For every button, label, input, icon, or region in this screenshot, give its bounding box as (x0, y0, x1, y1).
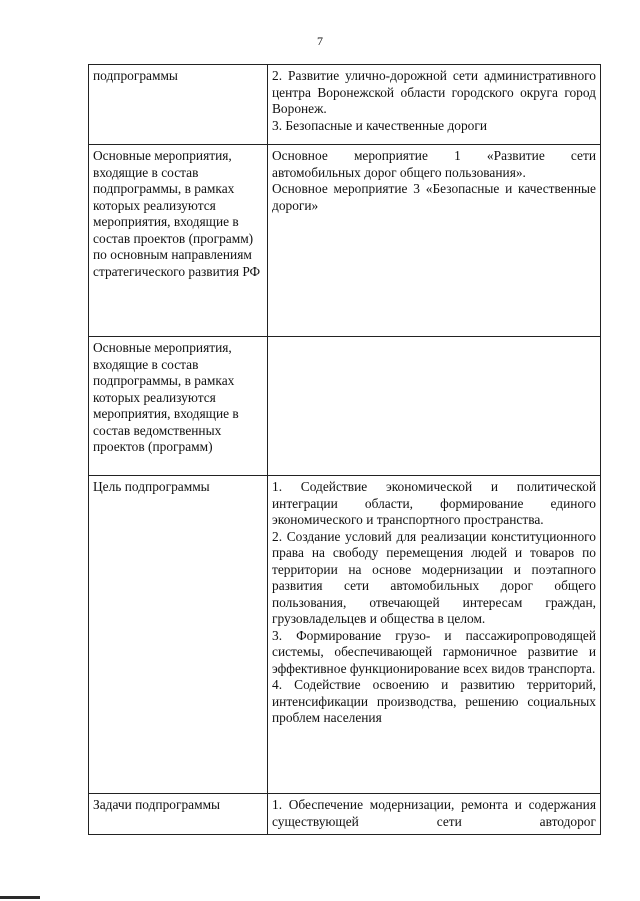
row-content-empty (268, 337, 601, 476)
content-paragraph: 1. Содействие экономической и политической интеграции области, формирование единого экономического и транспортного пространства. (272, 479, 596, 527)
program-passport-table (88, 64, 601, 835)
content-paragraph: 4. Содействие освоению и развитию территорий, интенсификации производства, решению социальных проблем населения (272, 677, 596, 725)
table-row (89, 145, 601, 337)
scan-edge-mark (0, 896, 40, 899)
row-label: Основные мероприятия, входящие в состав подпрограммы, в рамках которых реализуются мероприятия, входящие в состав проектов (программ) по основным направлениям стратегического развития РФ (89, 145, 268, 337)
table-row (89, 337, 601, 476)
content-paragraph: Основное мероприятие 3 «Безопасные и качественные дороги» (272, 181, 596, 213)
content-paragraph: Основное мероприятие 1 «Развитие сети автомобильных дорог общего пользования». (272, 148, 596, 180)
content-paragraph: 2. Развитие улично-дорожной сети административного центра Воронежской области городского округа город Воронеж. (272, 68, 596, 116)
table-row (89, 65, 601, 145)
content-paragraph: 3. Безопасные и качественные дороги (272, 117, 487, 133)
content-paragraph: 3. Формирование грузо- и пассажиропроводящей системы, обеспечивающей гармоничное развитие и эффективное функционирование всех видов транспорта. (272, 627, 596, 676)
row-label: подпрограммы (89, 65, 268, 145)
row-label: Основные мероприятия, входящие в состав подпрограммы, в рамках которых реализуются мероприятия, входящие в состав ведомственных проектов (программ) (89, 337, 268, 476)
row-content (268, 794, 601, 835)
row-label: Цель подпрограммы (89, 476, 268, 794)
content-paragraph: 2. Создание условий для реализации конституционного права на свободу перемещения людей и товаров по территории на основе модернизации и поэтапного развития сети автомобильных дорог общего пользования, отвечающей интересам граждан, грузовладельцев и общества в целом. (272, 528, 596, 626)
table-row (89, 794, 601, 835)
content-paragraph: 1. Обеспечение модернизации, ремонта и содержания существующей сети автодорог (272, 797, 596, 829)
row-content (268, 65, 601, 145)
row-content (268, 145, 601, 337)
page-number: 7 (317, 34, 323, 48)
table-row (89, 476, 601, 794)
row-content (268, 476, 601, 794)
row-label: Задачи подпрограммы (89, 794, 268, 835)
